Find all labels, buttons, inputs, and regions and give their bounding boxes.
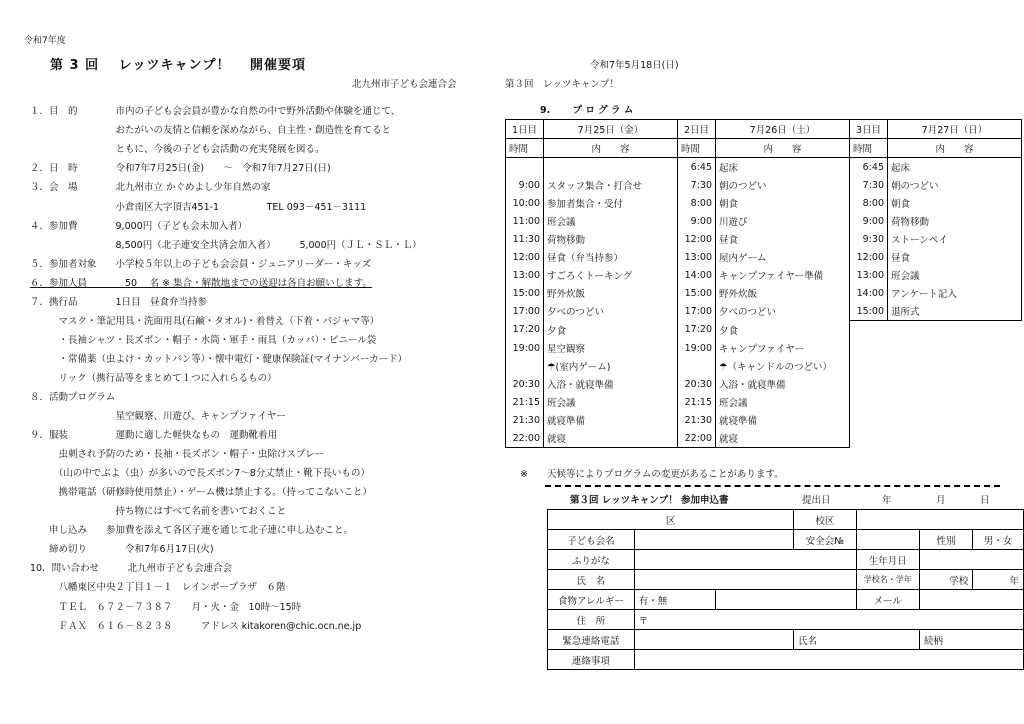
- program-time: 17:20: [678, 321, 716, 340]
- program-time: 21:30: [506, 411, 544, 429]
- program-row: [506, 411, 1022, 429]
- guideline-line: ７．携行品 1日目 昼食弁当持参: [30, 297, 208, 308]
- program-activity: キャンプファイヤー準備: [716, 266, 850, 284]
- program-activity: 昼食: [716, 230, 850, 248]
- page-title: 第 3 回 レッツキャンプ！ 開催要項: [50, 58, 307, 73]
- program-activity: ストーンペイ: [888, 230, 1022, 248]
- program-time: 8:00: [850, 194, 888, 212]
- guideline-line: 携帯電話（研修時使用禁止）・ゲーム機は禁止する。（持ってこないこと）: [30, 487, 373, 498]
- right-subtitle: 第３回 レッツキャンプ！: [505, 79, 619, 90]
- cut-line: [545, 485, 1000, 487]
- guideline-line: ８．活動プログラム: [30, 392, 116, 403]
- program-activity: [544, 158, 678, 177]
- program-time: 7:30: [678, 176, 716, 194]
- emergency-label: 緊急連絡電話: [548, 630, 635, 650]
- guideline-line: ・常備薬（虫よけ・カットバン等）・懐中電灯・健康保険証(マイナンバーカード）: [30, 354, 408, 365]
- submit-month: 月: [936, 495, 946, 506]
- guideline-line: 持ち物にはすべて名前を書いておくこと: [30, 506, 287, 517]
- guideline-line: ６．参加人員 50 名 ※ 集合・解散地までの送迎は各自お願いします。: [30, 278, 372, 289]
- program-activity: キャンプファイヤー: [716, 339, 850, 357]
- program-time: 15:00: [506, 284, 544, 302]
- program-time: [506, 158, 544, 177]
- birthdate-label: 生年月日: [856, 550, 919, 570]
- guideline-line: 8,500円（北子連安全共済会加入者） 5,000円（ＪＬ・ＳＬ・Ｌ）: [30, 240, 422, 251]
- submit-year: 年: [882, 495, 892, 506]
- organizer-name: 北九州市子ども会連合会: [352, 79, 457, 90]
- program-row: [506, 357, 1022, 375]
- program-time: 13:00: [678, 248, 716, 266]
- ward-label: 区: [665, 515, 676, 527]
- program-activity: 野外炊飯: [716, 284, 850, 302]
- school-field[interactable]: 学校: [919, 570, 972, 590]
- program-row: [506, 176, 1022, 194]
- insurance-no-field[interactable]: [856, 530, 919, 550]
- program-time: 14:00: [850, 284, 888, 302]
- program-time: [506, 357, 544, 375]
- col-time: 時間: [678, 139, 716, 158]
- program-activity: ☂(室内ゲーム): [544, 357, 678, 375]
- program-row: [506, 339, 1022, 357]
- school-district-label: 校区: [794, 510, 856, 530]
- program-row: [506, 248, 1022, 266]
- program-time: 12:00: [506, 248, 544, 266]
- program-row: [506, 284, 1022, 302]
- program-row: [506, 266, 1022, 284]
- program-activity: 夕食: [544, 321, 678, 340]
- program-time: 11:00: [506, 212, 544, 230]
- program-time: [850, 429, 888, 448]
- program-activity: 就寝準備: [544, 411, 678, 429]
- guideline-line: ともに、今後の子ども会活動の充実発展を図る。: [30, 144, 325, 155]
- program-time: 9:00: [850, 212, 888, 230]
- program-row: [506, 302, 1022, 321]
- day2-label: 2日目: [678, 120, 716, 139]
- program-time: 17:00: [506, 302, 544, 321]
- submit-day: 日: [980, 495, 990, 506]
- contact-name-field[interactable]: [794, 630, 920, 650]
- program-time: 12:00: [678, 230, 716, 248]
- submit-date-label: 提出日: [802, 495, 831, 506]
- guideline-line: ５．参加者対象 小学校５年以上の子ども会会員・ジュニアリーダー・キッズ: [30, 259, 372, 270]
- col-content: 内 容: [888, 139, 1022, 158]
- insurance-no-label: 安全会№: [794, 530, 856, 550]
- email-label: メール: [856, 590, 919, 610]
- year-label: 令和7年度: [24, 36, 66, 46]
- program-time: [678, 357, 716, 375]
- program-time: 21:30: [678, 411, 716, 429]
- program-activity: 就寝準備: [716, 411, 850, 429]
- relation-field[interactable]: [919, 630, 1023, 650]
- program-time: 9:30: [850, 230, 888, 248]
- grade-field[interactable]: 年: [973, 570, 1024, 590]
- application-form: [547, 509, 1024, 670]
- program-time: 20:30: [506, 375, 544, 393]
- day3-label: 3日目: [850, 120, 888, 139]
- program-activity: 入浴・就寝準備: [544, 375, 678, 393]
- club-name-field[interactable]: [634, 530, 793, 550]
- program-activity: 屋内ゲーム: [716, 248, 850, 266]
- program-activity: 就寝: [716, 429, 850, 448]
- program-time: [850, 357, 888, 375]
- program-time: 22:00: [506, 429, 544, 448]
- program-time: 19:00: [678, 339, 716, 357]
- program-time: 20:30: [678, 375, 716, 393]
- program-activity: [888, 339, 1022, 357]
- guideline-line: 虫刺され予防のため・長袖・長ズボン・帽子・虫除けスプレー: [30, 449, 325, 460]
- program-activity: 就寝: [544, 429, 678, 448]
- guideline-line: 八幡東区中央２丁目１－１ レインボープラザ ６階: [30, 582, 286, 593]
- program-activity: すごろくトーキング: [544, 266, 678, 284]
- program-table: [505, 119, 1022, 448]
- program-time: [850, 411, 888, 429]
- program-time: [850, 321, 888, 340]
- program-activity: [888, 375, 1022, 393]
- guideline-line: ３．会 場 北九州市立 かぐめよし少年自然の家: [30, 182, 271, 193]
- program-activity: 朝食: [716, 194, 850, 212]
- program-time: 21:15: [678, 393, 716, 411]
- program-row: [506, 194, 1022, 212]
- program-time: 12:00: [850, 248, 888, 266]
- issue-date: 令和7年5月18日(日): [590, 60, 679, 71]
- program-time: 19:00: [506, 339, 544, 357]
- program-time: 15:00: [850, 302, 888, 321]
- program-row: [506, 230, 1022, 248]
- furigana-label: ふりがな: [548, 550, 635, 570]
- guideline-line: 10．問い合わせ 北九州市子ども会連合会: [30, 563, 233, 574]
- program-activity: 班会議: [716, 393, 850, 411]
- form-title: 第３回 レッツキャンプ！ 参加申込書: [570, 495, 729, 506]
- program-time: 21:15: [506, 393, 544, 411]
- program-activity: 野外炊飯: [544, 284, 678, 302]
- program-activity: 朝のつどい: [888, 176, 1022, 194]
- program-time: 8:00: [678, 194, 716, 212]
- guideline-line: １．目 的 市内の子ども会会員が豊かな自然の中で野外活動や体験を通じて、: [30, 106, 401, 117]
- program-activity: 起床: [888, 158, 1022, 177]
- program-activity: 夕食: [716, 321, 850, 340]
- guideline-line: マスク・筆記用具・洗面用具(石鹸・タオル)・着替え（下着・パジャマ等）: [30, 316, 380, 327]
- emergency-phone-field[interactable]: [634, 630, 793, 650]
- relation-label: 続柄: [923, 635, 943, 647]
- day3-date: 7月27日（日）: [888, 120, 1022, 139]
- allergy-detail-field[interactable]: [716, 590, 856, 610]
- col-content: 内 容: [716, 139, 850, 158]
- guideline-line: 申し込み 参加費を添えて各区子連を通じて北子連に申し込むこと。: [30, 525, 354, 536]
- program-row: [506, 321, 1022, 340]
- program-time: 22:00: [678, 429, 716, 448]
- program-activity: 荷物移動: [888, 212, 1022, 230]
- guideline-line: リック（携行品等をまとめて１つに入れらるもの）: [30, 373, 277, 384]
- program-activity: 朝のつどい: [716, 176, 850, 194]
- guideline-line: ４．参加費 9,000円（子ども会未加入者）: [30, 221, 248, 232]
- birthdate-field[interactable]: [919, 550, 1023, 570]
- program-time: 11:30: [506, 230, 544, 248]
- gender-options[interactable]: 男・女: [973, 530, 1024, 550]
- guideline-line: ９．服装 運動に適した軽快なもの 運動靴着用: [30, 430, 278, 441]
- program-activity: 参加者集合・受付: [544, 194, 678, 212]
- program-time: 17:00: [678, 302, 716, 321]
- program-row: [506, 375, 1022, 393]
- program-time: 15:00: [678, 284, 716, 302]
- day1-date: 7月25日（金）: [544, 120, 678, 139]
- day1-label: 1日目: [506, 120, 544, 139]
- program-time: 14:00: [678, 266, 716, 284]
- guideline-line: （山の中でぶよ（虫）が多いので長ズボン7～8分丈禁止・靴下長いもの）: [30, 468, 370, 479]
- program-time: [850, 339, 888, 357]
- program-activity: 星空観察: [544, 339, 678, 357]
- program-activity: 夕べのつどい: [716, 302, 850, 321]
- program-time: 13:00: [506, 266, 544, 284]
- program-activity: ☂（キャンドルのつどい）: [716, 357, 850, 375]
- program-activity: 夕べのつどい: [544, 302, 678, 321]
- program-activity: [888, 429, 1022, 448]
- program-time: 17:20: [506, 321, 544, 340]
- guideline-line: ＦＡＸ ６１６－８２３８ アドレス kitakoren@chic.ocn.ne.jp: [30, 621, 362, 632]
- name-field[interactable]: [634, 570, 856, 590]
- program-activity: 班会議: [888, 266, 1022, 284]
- program-activity: 川遊び: [716, 212, 850, 230]
- program-heading: 9. プ ロ グ ラ ム: [540, 105, 634, 116]
- program-time: 10:00: [506, 194, 544, 212]
- program-activity: 起床: [716, 158, 850, 177]
- program-time: 7:30: [850, 176, 888, 194]
- program-activity: 班会議: [544, 212, 678, 230]
- guideline-line: 星空観察、川遊び、キャンプファイヤー: [30, 411, 286, 422]
- program-activity: 班会議: [544, 393, 678, 411]
- address-label: 住 所: [548, 610, 635, 630]
- gender-label: 性別: [919, 530, 972, 550]
- program-activity: 昼食（弁当持参）: [544, 248, 678, 266]
- program-activity: [888, 393, 1022, 411]
- allergy-options[interactable]: 有・無: [634, 590, 715, 610]
- email-field[interactable]: [919, 590, 1023, 610]
- program-note: ※ 天候等によりプログラムの変更があることがあります。: [520, 469, 784, 480]
- program-row: [506, 158, 1022, 177]
- notes-field[interactable]: [634, 650, 1023, 670]
- furigana-field[interactable]: [634, 550, 856, 570]
- program-row: [506, 393, 1022, 411]
- guideline-line: ・長袖シャツ・長ズボン・帽子・水筒・軍手・雨具（カッパ）・ビニール袋: [30, 335, 377, 346]
- ward-field[interactable]: [548, 510, 794, 530]
- program-activity: 荷物移動: [544, 230, 678, 248]
- program-activity: 朝食: [888, 194, 1022, 212]
- school-grade-label: 学校名・学年: [856, 570, 919, 590]
- program-time: 6:45: [678, 158, 716, 177]
- guideline-line: ２．日 時 令和7年7月25日(金) ～ 令和7年7月27日(日): [30, 163, 331, 174]
- notes-label: 連絡事項: [548, 650, 635, 670]
- program-time: [850, 393, 888, 411]
- program-time: 13:00: [850, 266, 888, 284]
- program-activity: [888, 411, 1022, 429]
- allergy-label: 食物アレルギー: [548, 590, 635, 610]
- col-content: 内 容: [544, 139, 678, 158]
- name-label: 氏 名: [548, 570, 635, 590]
- club-name-label: 子ども会名: [548, 530, 635, 550]
- contact-name-label: 氏名: [798, 635, 818, 647]
- program-activity: 退所式: [888, 302, 1022, 321]
- program-activity: スタッフ集合・打合せ: [544, 176, 678, 194]
- school-district-field[interactable]: [856, 510, 1023, 530]
- guideline-line: 小倉南区大字頂吉451-1 TEL 093－451－3111: [30, 202, 367, 213]
- program-activity: [888, 357, 1022, 375]
- col-time: 時間: [850, 139, 888, 158]
- program-time: 9:00: [506, 176, 544, 194]
- address-field[interactable]: [634, 610, 1023, 630]
- program-activity: アンケート記入: [888, 284, 1022, 302]
- program-activity: 昼食: [888, 248, 1022, 266]
- program-time: 6:45: [850, 158, 888, 177]
- guideline-line: おたがいの友情と信頼を深めながら、自主性・創造性を育てると: [30, 125, 392, 136]
- program-row: [506, 212, 1022, 230]
- guideline-line: 締め切り 令和7年6月17日(火): [30, 544, 214, 555]
- program-time: [850, 375, 888, 393]
- guideline-line: ＴＥＬ ６７２－７３８７ 月・火・金 10時～15時: [30, 602, 302, 613]
- postal-mark: 〒: [638, 615, 649, 627]
- col-time: 時間: [506, 139, 544, 158]
- program-activity: [888, 321, 1022, 340]
- program-activity: 入浴・就寝準備: [716, 375, 850, 393]
- program-row: [506, 429, 1022, 448]
- day2-date: 7月26日（土）: [716, 120, 850, 139]
- program-time: 9:00: [678, 212, 716, 230]
